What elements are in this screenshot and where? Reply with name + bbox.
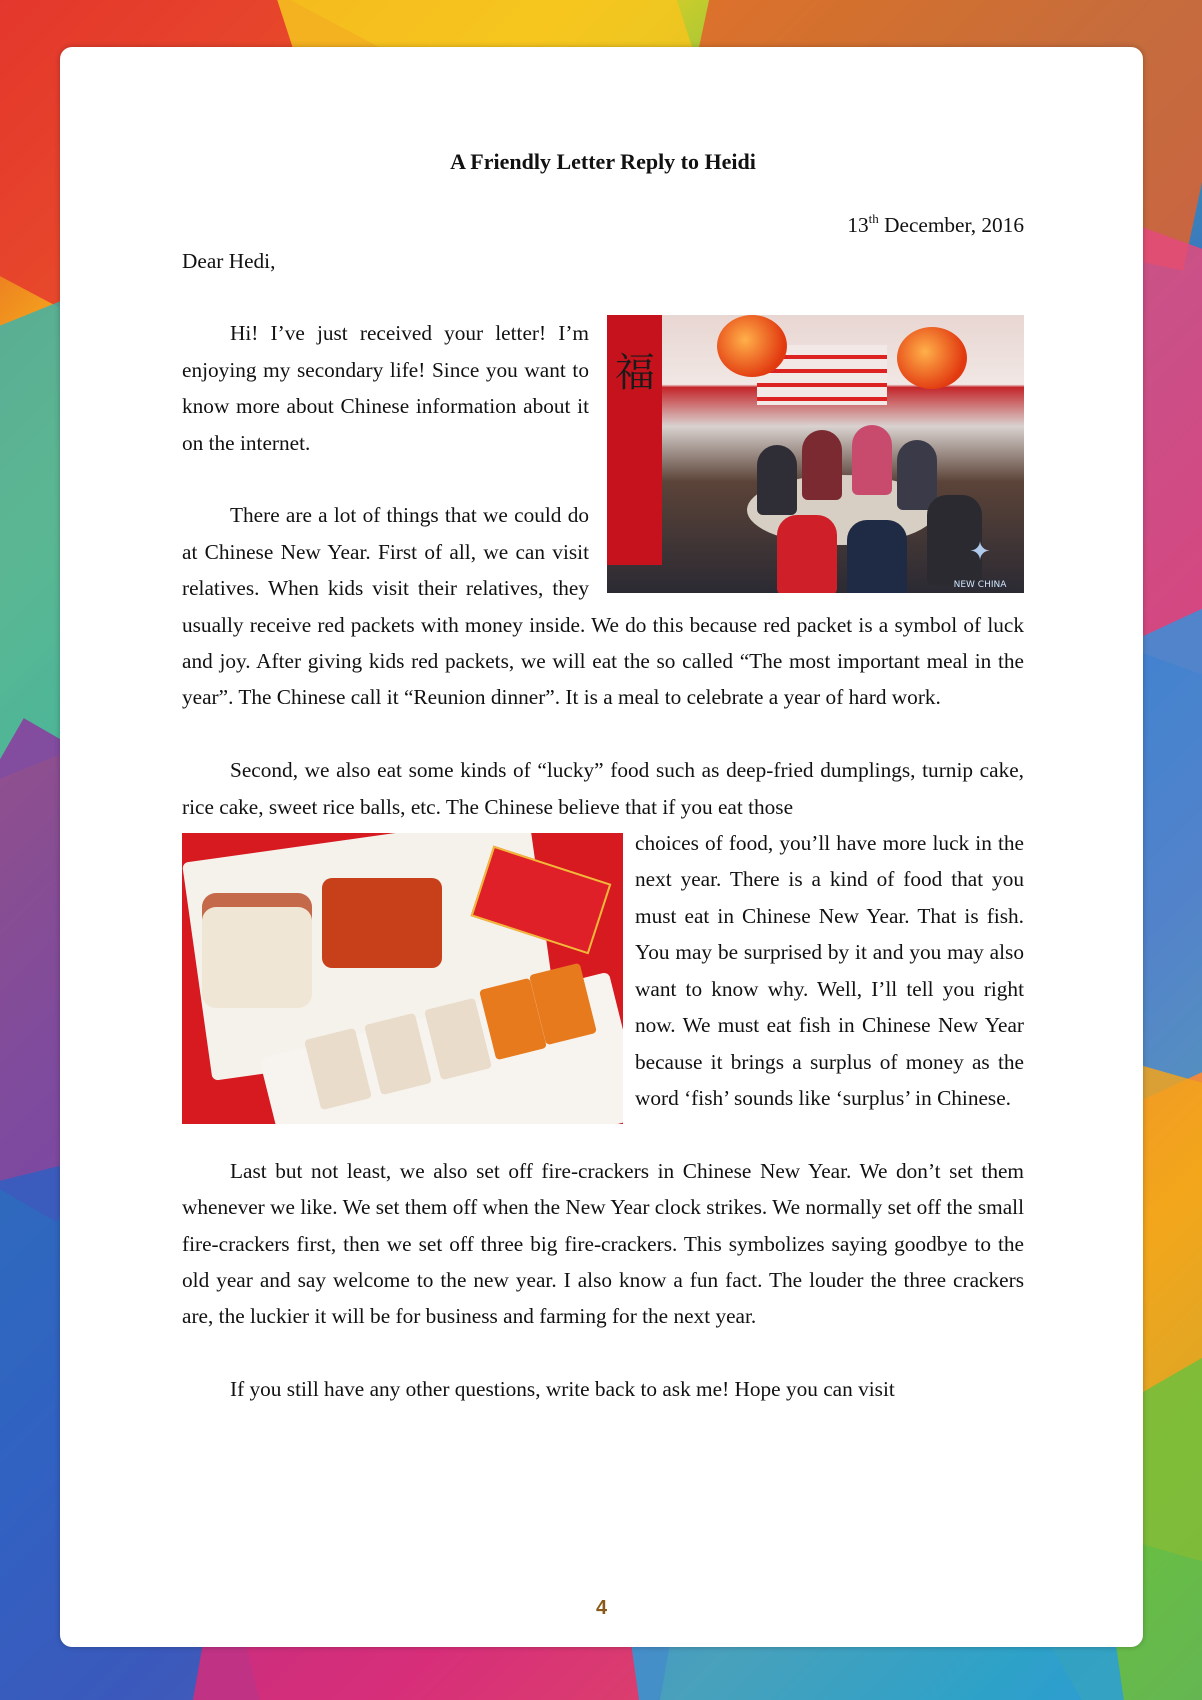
letter-page bbox=[60, 47, 1143, 1647]
paragraph-4: Last but not least, we also set off fire-crackers in Chinese New Year. We don’t set them whenever we like. We set them off when the New Year clock strikes. We normally set off the small fire-crackers first, then we set off three big fire-crackers. This symbolizes saying goodbye to the old year and say welcome to the new year. I also know a fun fact. The louder the three crackers are, the luckier it will be for business and farming for the next year. bbox=[182, 1158, 1024, 1329]
turnip-cake bbox=[202, 893, 312, 1008]
paragraph-3-continued: choices of food, you’ll have more luck in the next year. There is a kind of food that you must eat in Chinese New Year. That is fish. You may be surprised by it and you may also want to know why. Well, I’ll tell you right now. We must eat fish in Chinese New Year because it brings a surplus of money as the word ‘fish’ sounds like ‘surplus’ in Chinese. bbox=[635, 831, 1024, 1110]
red-couplet: 福 bbox=[607, 315, 662, 565]
person bbox=[777, 515, 837, 593]
date-month-year: December, 2016 bbox=[878, 213, 1024, 237]
paragraph-3-start: Second, we also eat some kinds of “lucky” food such as deep-fried dumplings, turnip cake, rice cake, sweet rice balls, etc. The Chinese believe that if you eat those bbox=[182, 758, 1024, 819]
person bbox=[897, 440, 937, 510]
watermark-text: NEW CHINA bbox=[953, 580, 1007, 591]
date-suffix: th bbox=[868, 211, 879, 226]
paragraph-2: There are a lot of things that we could do at Chinese New Year. First of all, we can visit relatives. When kids visit their relatives, they usually receive red packets with money inside. We do this because red packet is a symbol of luck and joy. After giving kids red packets, we will eat the so called “The most important meal in the year”. The Chinese call it “Reunion dinner”. It is a meal to celebrate a year of hard work. bbox=[182, 503, 1024, 710]
person bbox=[852, 425, 892, 495]
letter-content bbox=[182, 147, 1024, 1444]
page-number: 4 bbox=[595, 1597, 608, 1619]
date-day: 13 bbox=[847, 213, 869, 237]
reunion-dinner-photo bbox=[607, 315, 1024, 593]
person bbox=[847, 520, 907, 593]
lucky-food-photo bbox=[182, 833, 623, 1124]
letter-date bbox=[182, 207, 1024, 243]
watermark-logo: ✦ NEW CHINA bbox=[950, 537, 1010, 581]
greeting: Dear Hedi, bbox=[182, 249, 276, 273]
page-title: A Friendly Letter Reply to Heidi bbox=[450, 149, 756, 174]
rice-cake bbox=[322, 878, 442, 968]
paragraph-1: Hi! I’ve just received your letter! I’m enjoying my secondary life! Since you want to know more about Chinese information about it on the internet. bbox=[182, 321, 589, 455]
lantern-icon bbox=[717, 315, 787, 377]
paragraph-5: If you still have any other questions, write back to ask me! Hope you can visit bbox=[230, 1377, 895, 1402]
person bbox=[802, 430, 842, 500]
person bbox=[757, 445, 797, 515]
lantern-icon bbox=[897, 327, 967, 389]
